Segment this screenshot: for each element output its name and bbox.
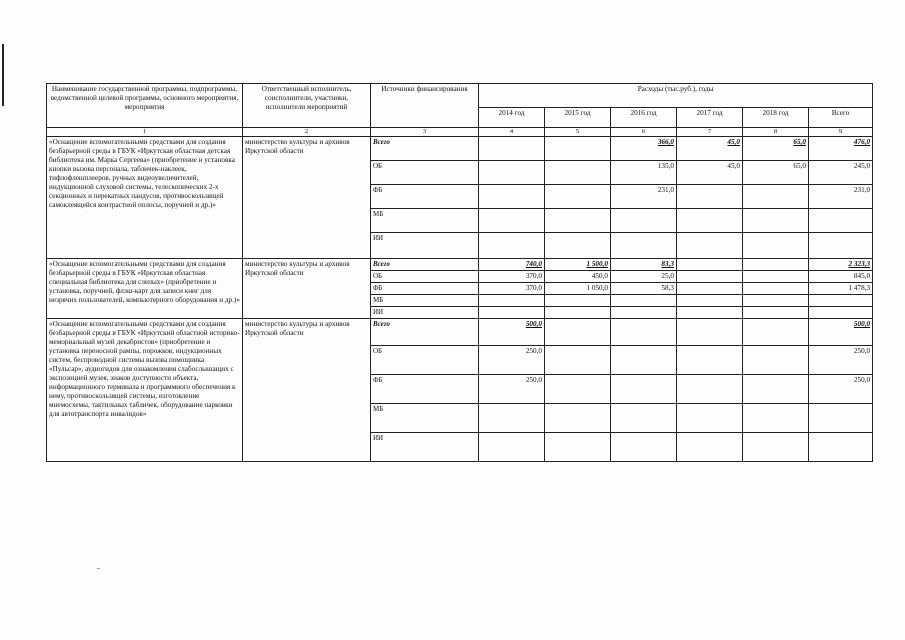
amount-cell: [743, 271, 809, 283]
funding-source-total: Всего: [371, 319, 479, 346]
amount-cell: 2 323,3: [809, 259, 873, 271]
amount-cell: [809, 404, 873, 433]
amount-cell: 450,0: [545, 271, 611, 283]
program-executor: министерство культуры и архивов Иркутской области: [243, 319, 371, 462]
amount-cell: [743, 375, 809, 404]
amount-cell: [677, 404, 743, 433]
program-executor: министерство культуры и архивов Иркутской области: [243, 259, 371, 319]
header-expenses: Расходы (тыс.руб.), годы: [479, 84, 873, 108]
funding-source-ob: ОБ: [371, 271, 479, 283]
amount-cell: 245,0: [809, 161, 873, 185]
amount-cell: [545, 161, 611, 185]
funding-source-fb: ФБ: [371, 185, 479, 209]
amount-cell: [479, 209, 545, 233]
amount-cell: 740,0: [479, 259, 545, 271]
amount-cell: 25,0: [611, 271, 677, 283]
scan-speck: [97, 568, 100, 569]
amount-cell: [743, 209, 809, 233]
column-number: 7: [677, 128, 743, 137]
funding-source-fb: ФБ: [371, 283, 479, 295]
amount-cell: [809, 433, 873, 462]
amount-cell: [611, 307, 677, 319]
amount-cell: [677, 375, 743, 404]
amount-cell: [545, 233, 611, 259]
program-executor: министерство культуры и архивов Иркутской области: [243, 137, 371, 259]
header-year-2017: 2017 год: [677, 108, 743, 128]
amount-cell: 1 050,0: [545, 283, 611, 295]
header-year-2016: 2016 год: [611, 108, 677, 128]
amount-cell: 500,0: [809, 319, 873, 346]
amount-cell: 500,0: [479, 319, 545, 346]
funding-source-ob: ОБ: [371, 346, 479, 375]
amount-cell: [677, 346, 743, 375]
header-executor: Ответственный исполнитель, соисполнители, участники, исполнители мероприятий: [243, 84, 371, 128]
amount-cell: [677, 319, 743, 346]
amount-cell: [611, 233, 677, 259]
program-name: «Оснащение вспомогательными средствами для создания безбарьерной среды в ГБУК «Иркутская областная специальная библиотека для слепых» (приобретение и установка, поручней, флэш-карт для записи книг для незрячих пользователей, компьютерного оборудования и др.)»: [47, 259, 243, 319]
program-2-row-total: [47, 259, 873, 271]
amount-cell: [611, 404, 677, 433]
amount-cell: [545, 433, 611, 462]
amount-cell: 45,0: [677, 161, 743, 185]
funding-source-total: Всего: [371, 259, 479, 271]
amount-cell: 231,0: [611, 185, 677, 209]
header-program-name: Наименование государственной программы, подпрограммы, ведомственной целевой программы, основного мероприятия, мероприятия: [47, 84, 243, 128]
amount-cell: [479, 161, 545, 185]
column-number: 1: [47, 128, 243, 137]
funding-source-ob: ОБ: [371, 161, 479, 185]
amount-cell: 45,0: [677, 137, 743, 161]
program-1-row-total: [47, 137, 873, 161]
amount-cell: 250,0: [809, 375, 873, 404]
funding-source-mb: МБ: [371, 295, 479, 307]
amount-cell: 845,0: [809, 271, 873, 283]
funding-source-fb: ФБ: [371, 375, 479, 404]
amount-cell: [809, 307, 873, 319]
amount-cell: [479, 307, 545, 319]
amount-cell: [743, 346, 809, 375]
amount-cell: [479, 185, 545, 209]
amount-cell: [545, 346, 611, 375]
funding-source-ii: ИИ: [371, 307, 479, 319]
funding-source-mb: МБ: [371, 404, 479, 433]
column-number: 8: [743, 128, 809, 137]
amount-cell: 370,0: [479, 283, 545, 295]
amount-cell: [611, 375, 677, 404]
amount-cell: [743, 307, 809, 319]
amount-cell: 366,0: [611, 137, 677, 161]
column-number: 3: [371, 128, 479, 137]
funding-source-mb: МБ: [371, 209, 479, 233]
amount-cell: 83,3: [611, 259, 677, 271]
amount-cell: [743, 319, 809, 346]
amount-cell: [743, 233, 809, 259]
column-number: 2: [243, 128, 371, 137]
column-number: 6: [611, 128, 677, 137]
program-3-row-total: [47, 319, 873, 346]
amount-cell: [545, 404, 611, 433]
amount-cell: [545, 295, 611, 307]
amount-cell: [611, 209, 677, 233]
column-number: 4: [479, 128, 545, 137]
amount-cell: [677, 185, 743, 209]
amount-cell: [677, 433, 743, 462]
program-name: «Оснащение вспомогательными средствами для создания безбарьерной среды в ГБУК «Иркутская областная детская библиотека им. Марка Сергеева» (приобретение и установка кнопки вызова персонала, табличек-наклеек, тифлофлешплееров, ручных видеоувеличителей, индукционной слуховой системы, телескопических 2-х секционных и перекатных пандусов, противоскользящей самоклеящейся контрастной полосы, поручней и др.)»: [47, 137, 243, 259]
amount-cell: [809, 209, 873, 233]
amount-cell: [677, 259, 743, 271]
amount-cell: 1 478,3: [809, 283, 873, 295]
amount-cell: 231,0: [809, 185, 873, 209]
amount-cell: [677, 271, 743, 283]
funding-source-ii: ИИ: [371, 433, 479, 462]
amount-cell: [611, 295, 677, 307]
amount-cell: [677, 283, 743, 295]
scan-edge-mark: [2, 44, 4, 106]
funding-source-ii: ИИ: [371, 233, 479, 259]
amount-cell: [545, 307, 611, 319]
amount-cell: 58,3: [611, 283, 677, 295]
amount-cell: 1 500,0: [545, 259, 611, 271]
amount-cell: 250,0: [479, 346, 545, 375]
amount-cell: [677, 307, 743, 319]
amount-cell: [545, 209, 611, 233]
amount-cell: 250,0: [809, 346, 873, 375]
header-year-2018: 2018 год: [743, 108, 809, 128]
amount-cell: [809, 295, 873, 307]
amount-cell: 476,0: [809, 137, 873, 161]
amount-cell: [743, 185, 809, 209]
amount-cell: 65,0: [743, 137, 809, 161]
amount-cell: 135,0: [611, 161, 677, 185]
column-number-row: [47, 128, 873, 137]
amount-cell: [611, 346, 677, 375]
amount-cell: [743, 259, 809, 271]
header-funding-source: Источники финансирования: [371, 84, 479, 128]
amount-cell: 250,0: [479, 375, 545, 404]
header-total: Всего: [809, 108, 873, 128]
header-year-2015: 2015 год: [545, 108, 611, 128]
column-number: 5: [545, 128, 611, 137]
header-year-2014: 2014 год: [479, 108, 545, 128]
amount-cell: 65,0: [743, 161, 809, 185]
amount-cell: [611, 433, 677, 462]
amount-cell: [479, 404, 545, 433]
amount-cell: [677, 295, 743, 307]
amount-cell: [479, 233, 545, 259]
amount-cell: [677, 233, 743, 259]
amount-cell: [545, 185, 611, 209]
budget-table: [46, 83, 873, 462]
amount-cell: [479, 433, 545, 462]
amount-cell: [743, 433, 809, 462]
amount-cell: 370,0: [479, 271, 545, 283]
amount-cell: [677, 209, 743, 233]
amount-cell: [479, 295, 545, 307]
amount-cell: [743, 295, 809, 307]
funding-source-total: Всего: [371, 137, 479, 161]
amount-cell: [545, 137, 611, 161]
column-number: 9: [809, 128, 873, 137]
amount-cell: [743, 404, 809, 433]
amount-cell: [545, 319, 611, 346]
amount-cell: [479, 137, 545, 161]
amount-cell: [743, 283, 809, 295]
header-row: [47, 84, 873, 108]
amount-cell: [611, 319, 677, 346]
amount-cell: [545, 375, 611, 404]
program-name: «Оснащение вспомогательными средствами для создания безбарьерной среды в ГБУК «Иркутский областной историко-мемориальный музей декабристов» (приобретение и установка переносной рампы, порожков, индукционных систем, беспроводной системы вызова помощника «Пульсар», аудиогидов для ознакомления слабослышащих с экспозицией музея, знаков доступности объекта, информационного терминала и программного обеспечения к нему, противоскользящей системы, изготовление мнемосхемы, тактильных табличек, оборудование парковки для автотранспорта инвалидов»: [47, 319, 243, 462]
amount-cell: [809, 233, 873, 259]
